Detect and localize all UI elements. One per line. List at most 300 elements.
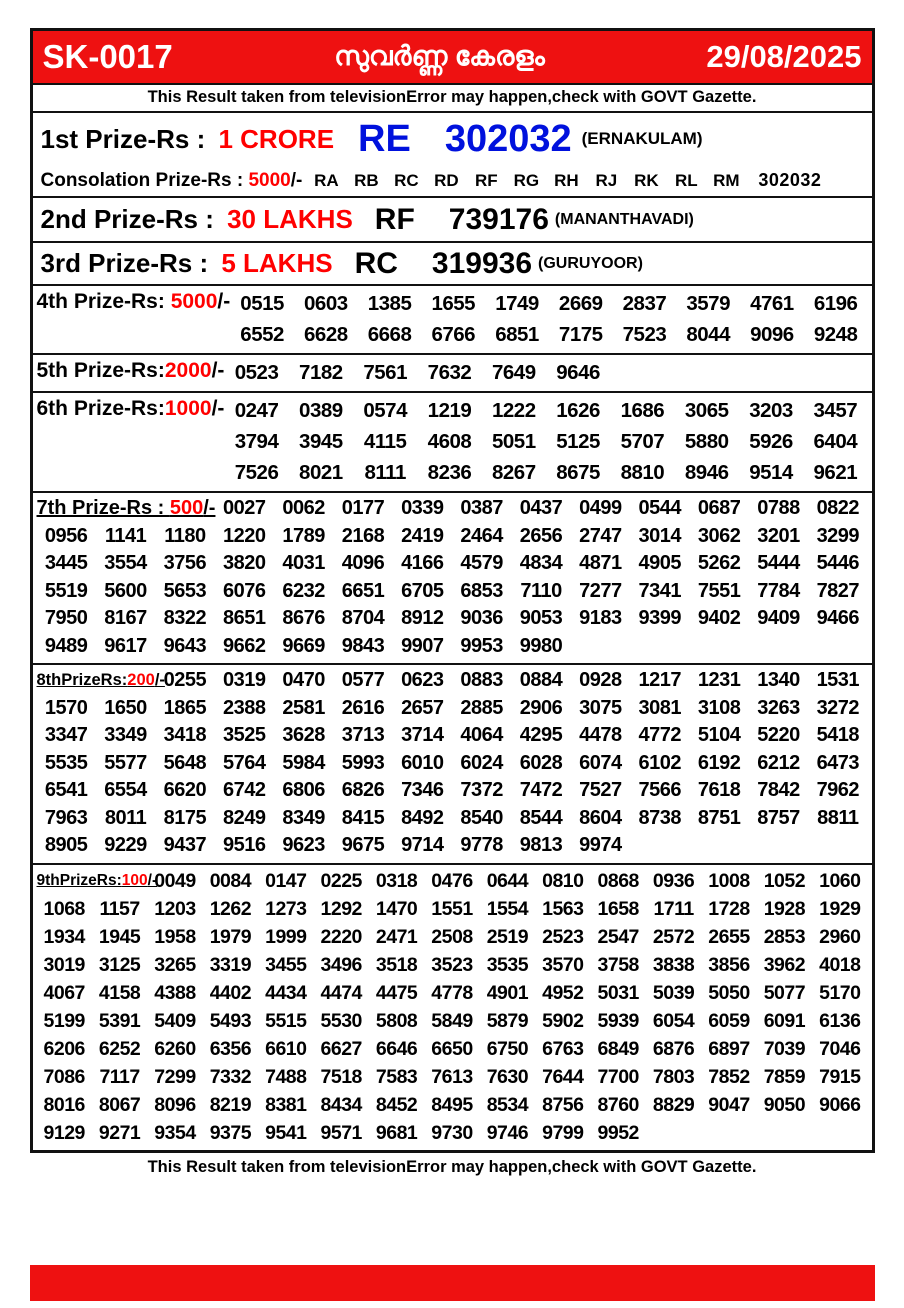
prize-number: 2853 xyxy=(763,925,806,948)
second-prize-row xyxy=(33,198,872,241)
prize-number: 0868 xyxy=(597,869,639,892)
prize-number: 6076 xyxy=(222,579,266,602)
prize-number: 0387 xyxy=(460,497,503,519)
prize-number: 2388 xyxy=(222,696,266,719)
prize-number: 3014 xyxy=(638,524,681,547)
prize-number: 7803 xyxy=(652,1065,695,1088)
prize-number: 9399 xyxy=(638,607,681,629)
prize-number: 0389 xyxy=(299,399,343,422)
fifth-prize-label: 5th Prize-Rs:2000/- xyxy=(36,359,225,382)
prize-number: 7488 xyxy=(265,1065,307,1088)
prize-number: 7472 xyxy=(519,779,563,801)
prize-number: 5984 xyxy=(282,751,325,774)
prize-number: 8016 xyxy=(43,1093,85,1116)
prize-number: 0339 xyxy=(401,497,444,519)
prize-number: 3445 xyxy=(44,552,88,574)
prize-number: 0822 xyxy=(816,497,860,519)
prize-number: 9466 xyxy=(816,607,860,629)
prize-number: 7827 xyxy=(816,579,860,602)
prize-number: 7784 xyxy=(757,579,800,602)
prize-number: 3713 xyxy=(341,724,385,746)
prize-number: 4295 xyxy=(519,724,563,746)
prize-number: 6650 xyxy=(431,1037,473,1060)
prize-number: 6404 xyxy=(813,430,858,453)
prize-number: 0687 xyxy=(697,497,741,519)
prize-number: 1068 xyxy=(43,897,85,920)
prize-number: 7632 xyxy=(427,361,472,384)
prize-number: 1626 xyxy=(556,399,600,422)
prize-number: 1385 xyxy=(367,292,412,315)
prize-number: 6628 xyxy=(304,323,348,346)
consolation-series-code: RF xyxy=(475,170,498,190)
prize-number: 2547 xyxy=(597,925,639,948)
prize-number: 7613 xyxy=(431,1065,473,1088)
prize-number: 7046 xyxy=(819,1037,861,1060)
prize-number: 1008 xyxy=(708,869,750,892)
prize-number: 1749 xyxy=(495,292,539,315)
prize-number: 8167 xyxy=(104,607,147,629)
prize-number: 6010 xyxy=(401,751,444,774)
prize-number: 4579 xyxy=(460,552,503,574)
prize-number: 5993 xyxy=(341,751,385,774)
prize-number: 8067 xyxy=(98,1093,141,1116)
prize-number: 3554 xyxy=(104,552,147,574)
prize-number: 6646 xyxy=(375,1037,418,1060)
prize-number: 6610 xyxy=(265,1037,307,1060)
prize-number: 9907 xyxy=(401,634,444,657)
prize-number: 9980 xyxy=(519,634,563,657)
prize-number: 6059 xyxy=(708,1009,750,1032)
prize-number: 5039 xyxy=(652,981,695,1004)
prize-number: 2419 xyxy=(401,524,444,547)
prize-number: 3496 xyxy=(320,953,362,976)
prize-number: 6668 xyxy=(367,323,412,346)
prize-number: 1711 xyxy=(653,897,694,920)
prize-number: 2657 xyxy=(401,696,444,719)
number-row xyxy=(37,722,868,750)
prize-number: 1865 xyxy=(163,696,207,719)
prize-number: 3062 xyxy=(697,524,741,547)
prize-number: 7039 xyxy=(763,1037,806,1060)
consolation-series-code: RC xyxy=(394,170,419,190)
prize-number: 9646 xyxy=(556,361,600,384)
fourth-prize-numbers xyxy=(230,288,867,350)
prize-number: 3570 xyxy=(542,953,584,976)
prize-number: 1928 xyxy=(763,897,806,920)
prize-number: 0437 xyxy=(519,497,563,519)
prize-number: 4772 xyxy=(638,724,681,746)
prize-number: 9843 xyxy=(341,634,385,657)
prize-number: 4158 xyxy=(98,981,141,1004)
prize-number: 9799 xyxy=(542,1121,584,1144)
prize-number: 9714 xyxy=(401,834,444,856)
prize-number: 5926 xyxy=(749,430,793,453)
prize-number: 1686 xyxy=(620,399,665,422)
seventh-prize-section xyxy=(33,493,872,665)
prize-number: 4402 xyxy=(209,981,252,1004)
prize-number: 7518 xyxy=(320,1065,362,1088)
number-row xyxy=(37,832,868,860)
consolation-series-code: RD xyxy=(434,170,459,190)
prize-number: 8912 xyxy=(401,607,444,629)
prize-number: 0928 xyxy=(579,669,622,691)
prize-number: 3347 xyxy=(44,724,88,746)
prize-number: 1060 xyxy=(819,869,861,892)
prize-number: 9681 xyxy=(375,1121,418,1144)
prize-number: 4475 xyxy=(375,981,418,1004)
prize-number: 5418 xyxy=(816,724,860,746)
prize-number: 6620 xyxy=(163,779,207,801)
prize-number: 4166 xyxy=(401,552,444,574)
prize-number: 8751 xyxy=(697,806,741,829)
bottom-red-bar xyxy=(30,1265,875,1301)
prize-number: 0177 xyxy=(341,497,385,519)
prize-number: 8322 xyxy=(163,607,207,629)
prize-number: 1292 xyxy=(320,897,362,920)
prize-number: 7341 xyxy=(638,579,681,602)
prize-number: 8236 xyxy=(427,461,472,484)
consolation-series-code: RA xyxy=(314,170,339,190)
prize-number: 1180 xyxy=(164,524,206,547)
prize-number: 8044 xyxy=(686,323,730,346)
prize-number: 2616 xyxy=(341,696,385,719)
prize-number: 7526 xyxy=(234,461,279,484)
second-prize-series: RF xyxy=(374,202,415,236)
prize-number: 7950 xyxy=(44,607,88,629)
prize-number: 8096 xyxy=(154,1093,196,1116)
prize-number: 6260 xyxy=(154,1037,196,1060)
prize-number: 5653 xyxy=(163,579,207,602)
prize-number: 1231 xyxy=(697,669,741,691)
prize-number: 0319 xyxy=(222,669,266,691)
prize-number: 1563 xyxy=(542,897,584,920)
prize-number: 7583 xyxy=(375,1065,418,1088)
prize-number: 0255 xyxy=(163,669,207,691)
prize-number: 8946 xyxy=(684,461,729,484)
prize-number: 3523 xyxy=(431,953,473,976)
prize-number: 9621 xyxy=(813,461,858,484)
prize-number: 4608 xyxy=(427,430,472,453)
number-row xyxy=(37,633,868,661)
seventh-prize-label: 7th Prize-Rs : 500/- xyxy=(36,497,216,520)
top-disclaimer: This Result taken from televisionError may happen,check with GOVT Gazette. xyxy=(33,85,872,113)
prize-number: 6806 xyxy=(282,779,325,801)
number-row xyxy=(37,951,868,979)
prize-number: 9129 xyxy=(43,1121,85,1144)
prize-number: 5050 xyxy=(708,981,750,1004)
prize-number: 7175 xyxy=(558,323,603,346)
prize-number: 9066 xyxy=(819,1093,861,1116)
prize-number: 1470 xyxy=(375,897,418,920)
prize-number: 2747 xyxy=(579,524,622,547)
prize-number: 9953 xyxy=(460,634,503,657)
consolation-series-code: RK xyxy=(634,170,659,190)
prize-number: 3457 xyxy=(813,399,858,422)
prize-number: 5125 xyxy=(556,430,600,453)
prize-number: 1273 xyxy=(265,897,307,920)
eighth-prize-section xyxy=(33,665,872,865)
prize-number: 3019 xyxy=(43,953,85,976)
prize-number: 9541 xyxy=(265,1121,307,1144)
prize-number: 1570 xyxy=(44,696,88,719)
lottery-title-malayalam: സുവർണ്ണ കേരളം xyxy=(334,41,545,71)
consolation-series-code: RM xyxy=(713,170,740,190)
prize-number: 8495 xyxy=(431,1093,473,1116)
prize-number: 0470 xyxy=(282,669,325,691)
first-prize-amount: 1 CRORE xyxy=(218,123,335,154)
prize-number: 5031 xyxy=(597,981,639,1004)
prize-number: 9229 xyxy=(104,834,147,856)
prize-number: 1141 xyxy=(104,524,147,547)
prize-number: 6851 xyxy=(495,323,539,346)
prize-number: 7566 xyxy=(638,779,681,801)
prize-number: 7859 xyxy=(763,1065,806,1088)
prize-number: 0884 xyxy=(519,669,563,691)
prize-number: 3455 xyxy=(265,953,307,976)
sixth-prize-section xyxy=(33,393,872,493)
prize-number: 5535 xyxy=(44,751,88,774)
prize-number: 8811 xyxy=(817,806,859,829)
prize-number: 3108 xyxy=(697,696,741,719)
prize-number: 8011 xyxy=(104,806,147,829)
third-prize-number: 319936 xyxy=(431,246,533,280)
number-row xyxy=(37,695,868,723)
prize-number: 5849 xyxy=(431,1009,473,1032)
prize-number: 6554 xyxy=(104,779,147,801)
number-row xyxy=(230,288,867,319)
prize-number: 8676 xyxy=(282,607,325,629)
prize-number: 0574 xyxy=(363,399,407,422)
prize-number: 4952 xyxy=(542,981,584,1004)
prize-number: 2906 xyxy=(519,696,563,719)
prize-number: 8540 xyxy=(460,806,503,829)
third-prize-series: RC xyxy=(354,246,398,280)
prize-number: 9669 xyxy=(282,634,325,657)
number-row xyxy=(224,457,867,488)
number-row xyxy=(37,1035,868,1063)
prize-number: 2508 xyxy=(431,925,473,948)
prize-number: 6024 xyxy=(460,751,503,774)
prize-number: 4474 xyxy=(320,981,362,1004)
prize-number: 8738 xyxy=(638,806,681,829)
prize-number: 8675 xyxy=(556,461,600,484)
prize-number: 8111 xyxy=(364,461,406,484)
prize-number: 5409 xyxy=(154,1009,196,1032)
prize-number: 7561 xyxy=(363,361,407,384)
prize-number: 0062 xyxy=(282,497,325,519)
bottom-disclaimer: This Result taken from televisionError may happen,check with GOVT Gazette. xyxy=(147,1157,757,1176)
prize-number: 5530 xyxy=(320,1009,362,1032)
prize-number: 1789 xyxy=(282,524,325,547)
prize-number: 9571 xyxy=(320,1121,362,1144)
prize-number: 0623 xyxy=(401,669,444,691)
prize-number: 7644 xyxy=(542,1065,584,1088)
sixth-prize-numbers xyxy=(224,395,867,488)
prize-number: 7346 xyxy=(401,779,444,801)
prize-number: 2168 xyxy=(341,524,385,547)
prize-number: 9516 xyxy=(222,834,266,856)
prize-number: 0810 xyxy=(542,869,584,892)
prize-number: 2885 xyxy=(460,696,503,719)
number-row xyxy=(37,605,868,633)
number-row xyxy=(230,319,867,350)
prize-number: 9354 xyxy=(154,1121,196,1144)
prize-number: 0956 xyxy=(44,524,88,547)
prize-number: 5902 xyxy=(542,1009,584,1032)
prize-number: 7527 xyxy=(579,779,622,801)
prize-number: 9183 xyxy=(579,607,622,629)
prize-number: 3265 xyxy=(154,953,196,976)
prize-number: 9746 xyxy=(486,1121,529,1144)
prize-number: 1222 xyxy=(491,399,536,422)
prize-number: 2572 xyxy=(652,925,695,948)
prize-number: 9050 xyxy=(763,1093,806,1116)
prize-number: 7523 xyxy=(622,323,667,346)
eighth-prize-label: 8thPrizeRs:200/- xyxy=(36,671,165,690)
prize-number: 3319 xyxy=(209,953,252,976)
prize-number: 3418 xyxy=(163,724,207,746)
prize-number: 5262 xyxy=(697,552,741,574)
prize-number: 6212 xyxy=(757,751,800,774)
prize-number: 4096 xyxy=(341,552,385,574)
prize-number: 0499 xyxy=(579,497,622,519)
prize-number: 0476 xyxy=(431,869,473,892)
prize-number: 7962 xyxy=(816,779,860,801)
prize-number: 1340 xyxy=(757,669,800,691)
prize-number: 6074 xyxy=(579,751,622,774)
prize-number: 0225 xyxy=(320,869,362,892)
prize-number: 3203 xyxy=(749,399,793,422)
prize-number: 7299 xyxy=(154,1065,196,1088)
prize-number: 2523 xyxy=(542,925,584,948)
prize-number: 1219 xyxy=(427,399,472,422)
prize-number: 7649 xyxy=(491,361,536,384)
prize-number: 1979 xyxy=(209,925,252,948)
consolation-number: 302032 xyxy=(758,170,822,190)
fourth-prize-label: 4th Prize-Rs: 5000/- xyxy=(36,290,231,313)
fifth-prize-section xyxy=(33,355,872,393)
prize-number: 1655 xyxy=(431,292,476,315)
prize-number: 4478 xyxy=(579,724,622,746)
consolation-series-code: RL xyxy=(675,170,698,190)
prize-number: 9675 xyxy=(341,834,385,856)
number-row xyxy=(37,1063,868,1091)
prize-number: 5764 xyxy=(222,751,266,774)
prize-number: 8810 xyxy=(620,461,665,484)
prize-number: 1958 xyxy=(154,925,196,948)
prize-number: 5444 xyxy=(757,552,800,574)
prize-number: 1650 xyxy=(104,696,147,719)
prize-number: 6192 xyxy=(697,751,741,774)
prize-number: 3628 xyxy=(282,724,325,746)
first-prize-location: (ERNAKULAM) xyxy=(581,129,703,148)
prize-number: 6627 xyxy=(320,1037,362,1060)
number-row xyxy=(37,523,868,551)
prize-number: 2960 xyxy=(819,925,861,948)
prize-number: 5493 xyxy=(209,1009,252,1032)
prize-number: 2220 xyxy=(320,925,362,948)
prize-number: 9974 xyxy=(579,834,622,856)
prize-number: 8452 xyxy=(375,1093,418,1116)
prize-number: 3065 xyxy=(684,399,729,422)
third-prize-label: 3rd Prize-Rs : xyxy=(40,248,216,278)
prize-number: 6876 xyxy=(652,1037,695,1060)
prize-number: 3125 xyxy=(98,953,141,976)
prize-number: 4031 xyxy=(282,552,325,574)
consolation-series-code: RG xyxy=(513,170,540,190)
prize-number: 3756 xyxy=(163,552,207,574)
prize-number: 6705 xyxy=(401,579,444,602)
number-row xyxy=(224,426,867,457)
prize-number: 6849 xyxy=(597,1037,639,1060)
consolation-prize-row xyxy=(33,165,872,198)
prize-number: 7086 xyxy=(43,1065,85,1088)
prize-number: 8381 xyxy=(265,1093,307,1116)
prize-number: 3820 xyxy=(222,552,266,574)
prize-number: 9643 xyxy=(163,634,207,657)
number-row xyxy=(37,578,868,606)
prize-number: 8219 xyxy=(209,1093,252,1116)
prize-number: 0318 xyxy=(375,869,418,892)
prize-number: 6091 xyxy=(763,1009,806,1032)
prize-number: 0049 xyxy=(154,869,196,892)
prize-number: 6552 xyxy=(240,323,284,346)
prize-number: 9402 xyxy=(697,607,741,629)
prize-number: 2656 xyxy=(519,524,563,547)
prize-number: 2519 xyxy=(486,925,529,948)
prize-number: 4115 xyxy=(363,430,407,453)
prize-number: 6651 xyxy=(341,579,385,602)
ninth-prize-label: 9thPrizeRs:100/- xyxy=(36,871,158,889)
prize-number: 1929 xyxy=(819,897,861,920)
prize-number: 9662 xyxy=(222,634,266,657)
prize-number: 4834 xyxy=(519,552,563,574)
prize-number: 1203 xyxy=(154,897,196,920)
prize-number: 6473 xyxy=(816,751,860,774)
number-row xyxy=(37,1091,868,1119)
prize-number: 9375 xyxy=(209,1121,252,1144)
prize-number: 0603 xyxy=(304,292,348,315)
number-row xyxy=(37,750,868,778)
prize-number: 4018 xyxy=(819,953,861,976)
prize-number: 7182 xyxy=(299,361,343,384)
prize-number: 9248 xyxy=(813,323,858,346)
fifth-prize-numbers xyxy=(224,357,867,388)
prize-number: 8829 xyxy=(652,1093,695,1116)
prize-number: 8604 xyxy=(579,806,622,829)
prize-number: 9271 xyxy=(98,1121,141,1144)
number-row xyxy=(37,805,868,833)
first-prize-row xyxy=(33,113,872,165)
prize-number: 1531 xyxy=(816,669,860,691)
number-row xyxy=(37,667,868,695)
second-prize-amount: 30 LAKHS xyxy=(227,204,353,234)
prize-number: 6763 xyxy=(542,1037,584,1060)
number-row xyxy=(37,923,868,951)
third-prize-row xyxy=(33,243,872,286)
prize-number: 2655 xyxy=(708,925,750,948)
number-row xyxy=(224,395,867,426)
prize-number: 0027 xyxy=(222,497,266,519)
second-prize-number: 739176 xyxy=(448,202,549,236)
prize-number: 9036 xyxy=(460,607,503,629)
prize-number: 8249 xyxy=(222,806,266,829)
number-row xyxy=(37,979,868,1007)
ninth-prize-section xyxy=(33,865,872,1150)
consolation-series-code: RH xyxy=(554,170,579,190)
prize-number: 6750 xyxy=(486,1037,529,1060)
prize-number: 4388 xyxy=(154,981,196,1004)
